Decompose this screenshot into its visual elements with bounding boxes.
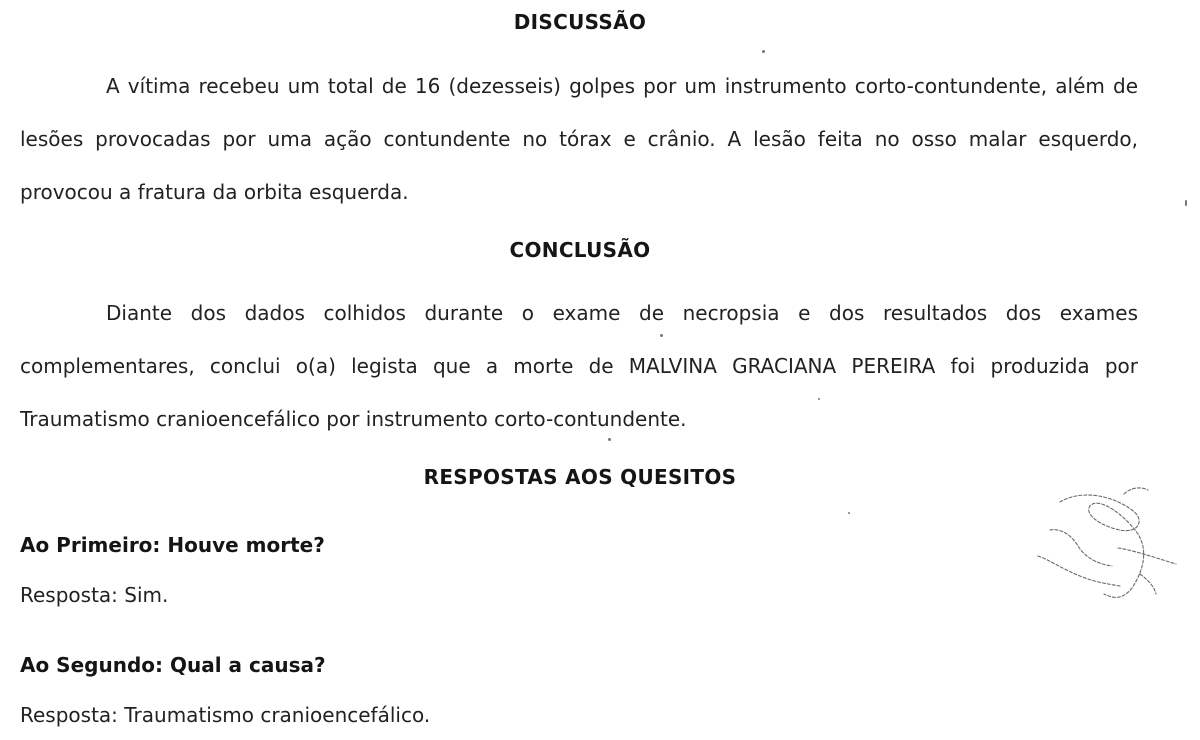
scan-speck [762, 50, 765, 53]
question-1: Ao Primeiro: Houve morte? [20, 533, 325, 557]
conclusao-line-2: complementares, conclui o(a) legista que a morte de MALVINA GRACIANA PEREIRA foi produzida por [20, 354, 1138, 378]
discussao-line-3: provocou a fratura da orbita esquerda. [20, 180, 409, 204]
question-2: Ao Segundo: Qual a causa? [20, 653, 326, 677]
scan-speck [660, 334, 663, 337]
signature-mark [1020, 470, 1190, 610]
scan-speck [818, 398, 820, 400]
scan-speck [848, 512, 850, 514]
discussao-paragraph [20, 60, 1138, 219]
answer-1: Resposta: Sim. [20, 583, 169, 607]
answer-2: Resposta: Traumatismo cranioencefálico. [20, 703, 431, 727]
discussao-line-1: A vítima recebeu um total de 16 (dezesseis) golpes por um instrumento corto-contundente, além de [106, 74, 1138, 98]
conclusao-line-3: Traumatismo cranioencefálico por instrumento corto-contundente. [20, 407, 687, 431]
scan-speck [1185, 200, 1187, 206]
quesitos-heading: RESPOSTAS AOS QUESITOS [423, 465, 737, 489]
conclusao-paragraph [20, 287, 1138, 446]
conclusao-heading: CONCLUSÃO [509, 238, 651, 262]
scan-speck [608, 438, 611, 441]
discussao-line-2: lesões provocadas por uma ação contundente no tórax e crânio. A lesão feita no osso malar esquerdo, [20, 127, 1138, 151]
conclusao-line-1: Diante dos dados colhidos durante o exame de necropsia e dos resultados dos exames [106, 301, 1138, 325]
discussao-heading: DISCUSSÃO [513, 10, 647, 34]
